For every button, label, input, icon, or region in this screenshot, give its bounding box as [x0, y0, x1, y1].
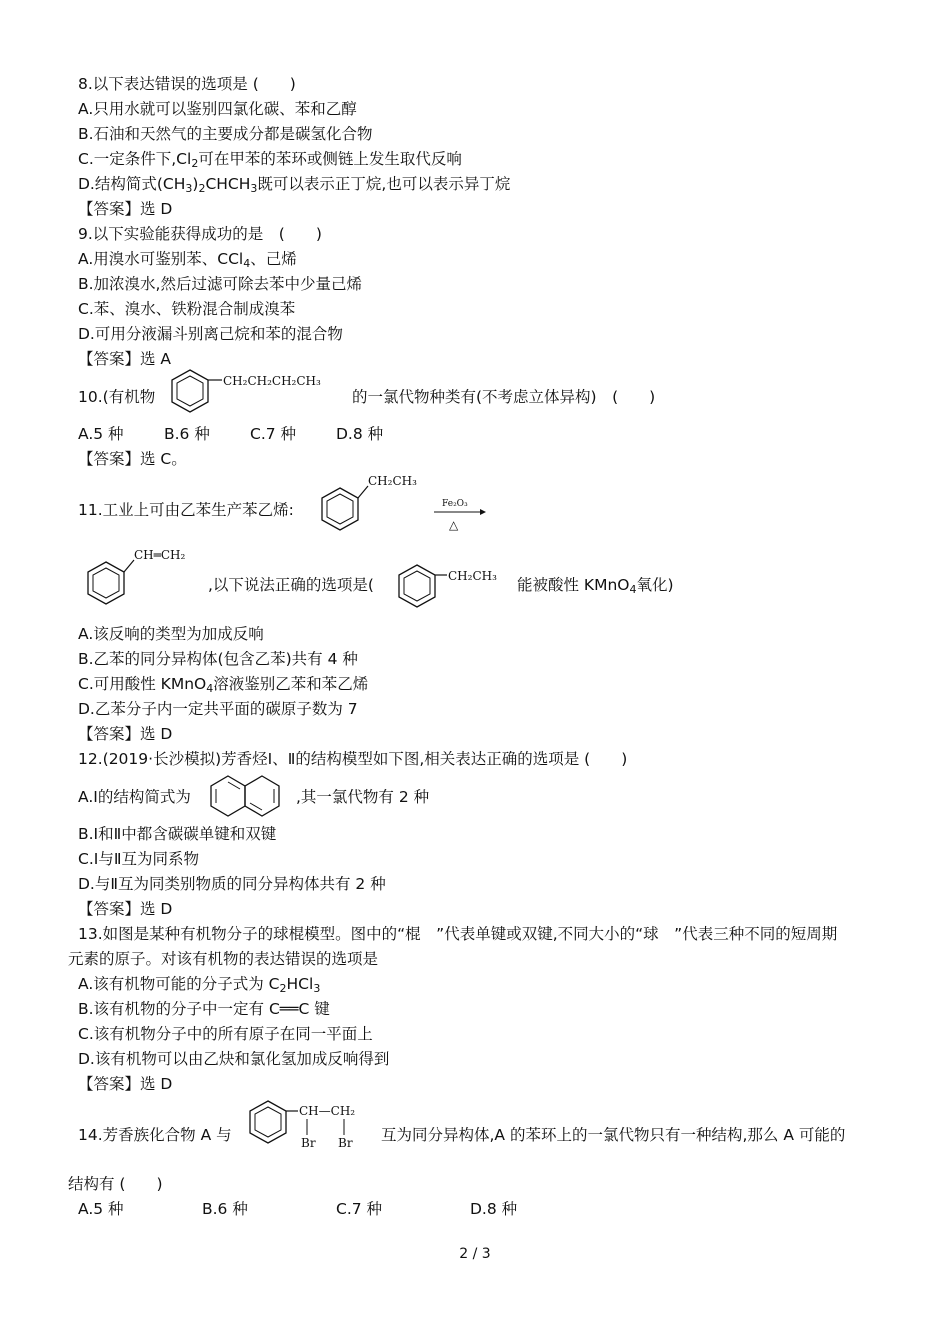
q13-answer: 【答案】选 D: [78, 1075, 173, 1093]
ethyl-label: CH₂CH₃: [368, 474, 417, 488]
q10-stem-pre: 10.(有机物: [78, 388, 156, 406]
q14-options: [78, 1199, 517, 1219]
q13-option-d: D.该有机物可以由乙炔和氯化氢加成反响得到: [78, 1050, 390, 1068]
q11-stem-post: 能被酸性 KMnO$_4$氧化): [517, 576, 674, 596]
q13-option-b: B.该有机物的分子中一定有 C══C 键: [78, 1000, 330, 1018]
q14-option-c: C.7 种: [336, 1200, 383, 1218]
q13-stem-line2: 元素的原子。对该有机物的表达错误的选项是: [68, 950, 379, 968]
q8-stem: 8.以下表达错误的选项是 ( ): [78, 75, 296, 93]
ethylbenzene-reaction: [316, 470, 496, 534]
q11-answer: 【答案】选 D: [78, 725, 173, 743]
q8-option-b: B.石油和天然气的主要成分都是碳氢化合物: [78, 125, 373, 143]
q8-answer: 【答案】选 D: [78, 200, 173, 218]
q11-option-a: A.该反响的类型为加成反响: [78, 625, 264, 643]
dibromo-structure: [244, 1097, 378, 1155]
q9-option-b: B.加浓溴水,然后过滤可除去苯中少量己烯: [78, 275, 362, 293]
q10-option-d: D.8 种: [336, 425, 384, 443]
q12-option-c: C.Ⅰ与Ⅱ互为同系物: [78, 850, 199, 868]
q14-option-d: D.8 种: [470, 1200, 518, 1218]
q9-answer: 【答案】选 A: [78, 350, 172, 368]
q9-option-c: C.苯、溴水、铁粉混合制成溴苯: [78, 300, 296, 318]
q13-option-c: C.该有机物分子中的所有原子在同一平面上: [78, 1025, 373, 1043]
q9-option-a: A.用溴水可鉴别苯、CCl$_4$、己烯: [78, 250, 297, 270]
q13-stem-line1: 13.如图是某种有机物分子的球棍模型。图中的“棍 ”代表单键或双键,不同大小的“球 ”代表三种不同的短周期: [78, 925, 838, 943]
q10-option-a: A.5 种: [78, 425, 124, 443]
q8-option-d: D.结构简式$(CH_3)_2CHCH_3$既可以表示正丁烷,也可以表示异丁烷: [78, 175, 511, 195]
q12-answer: 【答案】选 D: [78, 900, 173, 918]
q12-option-d: D.与Ⅱ互为同类别物质的同分异构体共有 2 种: [78, 875, 386, 893]
q9-option-d: D.可用分液漏斗别离己烷和苯的混合物: [78, 325, 343, 343]
q9-stem: 9.以下实验能获得成功的是 ( ): [78, 225, 322, 243]
q14-option-a: A.5 种: [78, 1200, 124, 1218]
ethylbenzene-structure-2: [393, 562, 513, 614]
vinyl-label: CH═CH₂: [134, 548, 186, 562]
q14-option-b: B.6 种: [202, 1200, 248, 1218]
ethyl-label-2: CH₂CH₃: [448, 569, 497, 583]
q14-stem-line2: 结构有 ( ): [68, 1175, 163, 1193]
q8-option-a: A.只用水就可以鉴别四氯化碳、苯和乙醇: [78, 100, 357, 118]
chain-label: CH—CH₂: [299, 1104, 356, 1118]
q10-answer: 【答案】选 C。: [78, 450, 187, 468]
q12-option-b: B.Ⅰ和Ⅱ中都含碳碳单键和双键: [78, 825, 277, 843]
catalyst-label: Fe₂O₃: [442, 499, 468, 509]
heat-symbol: △: [449, 518, 459, 532]
q11-stem-mid: ,以下说法正确的选项是(: [208, 576, 374, 594]
q14-stem-pre: 14.芳香族化合物 A 与: [78, 1126, 232, 1144]
q10-stem-post: 的一氯代物种类有(不考虑立体异构) ( ): [352, 388, 656, 406]
q13-option-a: A.该有机物可能的分子式为 $C_2HCl_3$: [78, 975, 321, 995]
q11-option-d: D.乙苯分子内一定共平面的碳原子数为 7: [78, 700, 358, 718]
bromine-label-2: Br: [338, 1136, 353, 1150]
q11-option-b: B.乙苯的同分异构体(包含乙苯)共有 4 种: [78, 650, 358, 668]
q14-stem-post: 互为同分异构体,A 的苯环上的一氯代物只有一种结构,那么 A 可能的: [381, 1126, 846, 1144]
q12-option-a-pre: A.Ⅰ的结构简式为: [78, 788, 191, 806]
bromine-label-1: Br: [301, 1136, 316, 1150]
q12-option-a-post: ,其一氯代物有 2 种: [296, 788, 430, 806]
styrene-structure: [82, 540, 212, 610]
butylbenzene-structure: [166, 367, 346, 419]
q12-stem: 12.(2019·长沙模拟)芳香烃Ⅰ、Ⅱ的结构模型如下图,相关表达正确的选项是 ( ): [78, 750, 628, 768]
butyl-label: CH₂CH₂CH₂CH₃: [223, 374, 321, 388]
q10-option-b: B.6 种: [164, 425, 210, 443]
q10-option-c: C.7 种: [250, 425, 297, 443]
naphthalene-structure: [208, 773, 288, 819]
q8-option-c: C.一定条件下$,Cl_2$可在甲苯的苯环或侧链上发生取代反响: [78, 150, 462, 170]
q10-options: [78, 424, 383, 444]
q11-option-c: C.可用酸性 KMnO$_4$溶液鉴别乙苯和苯乙烯: [78, 675, 369, 695]
q11-stem-pre: 11.工业上可由乙苯生产苯乙烯:: [78, 501, 294, 519]
page-number: 2 / 3: [459, 1246, 491, 1262]
